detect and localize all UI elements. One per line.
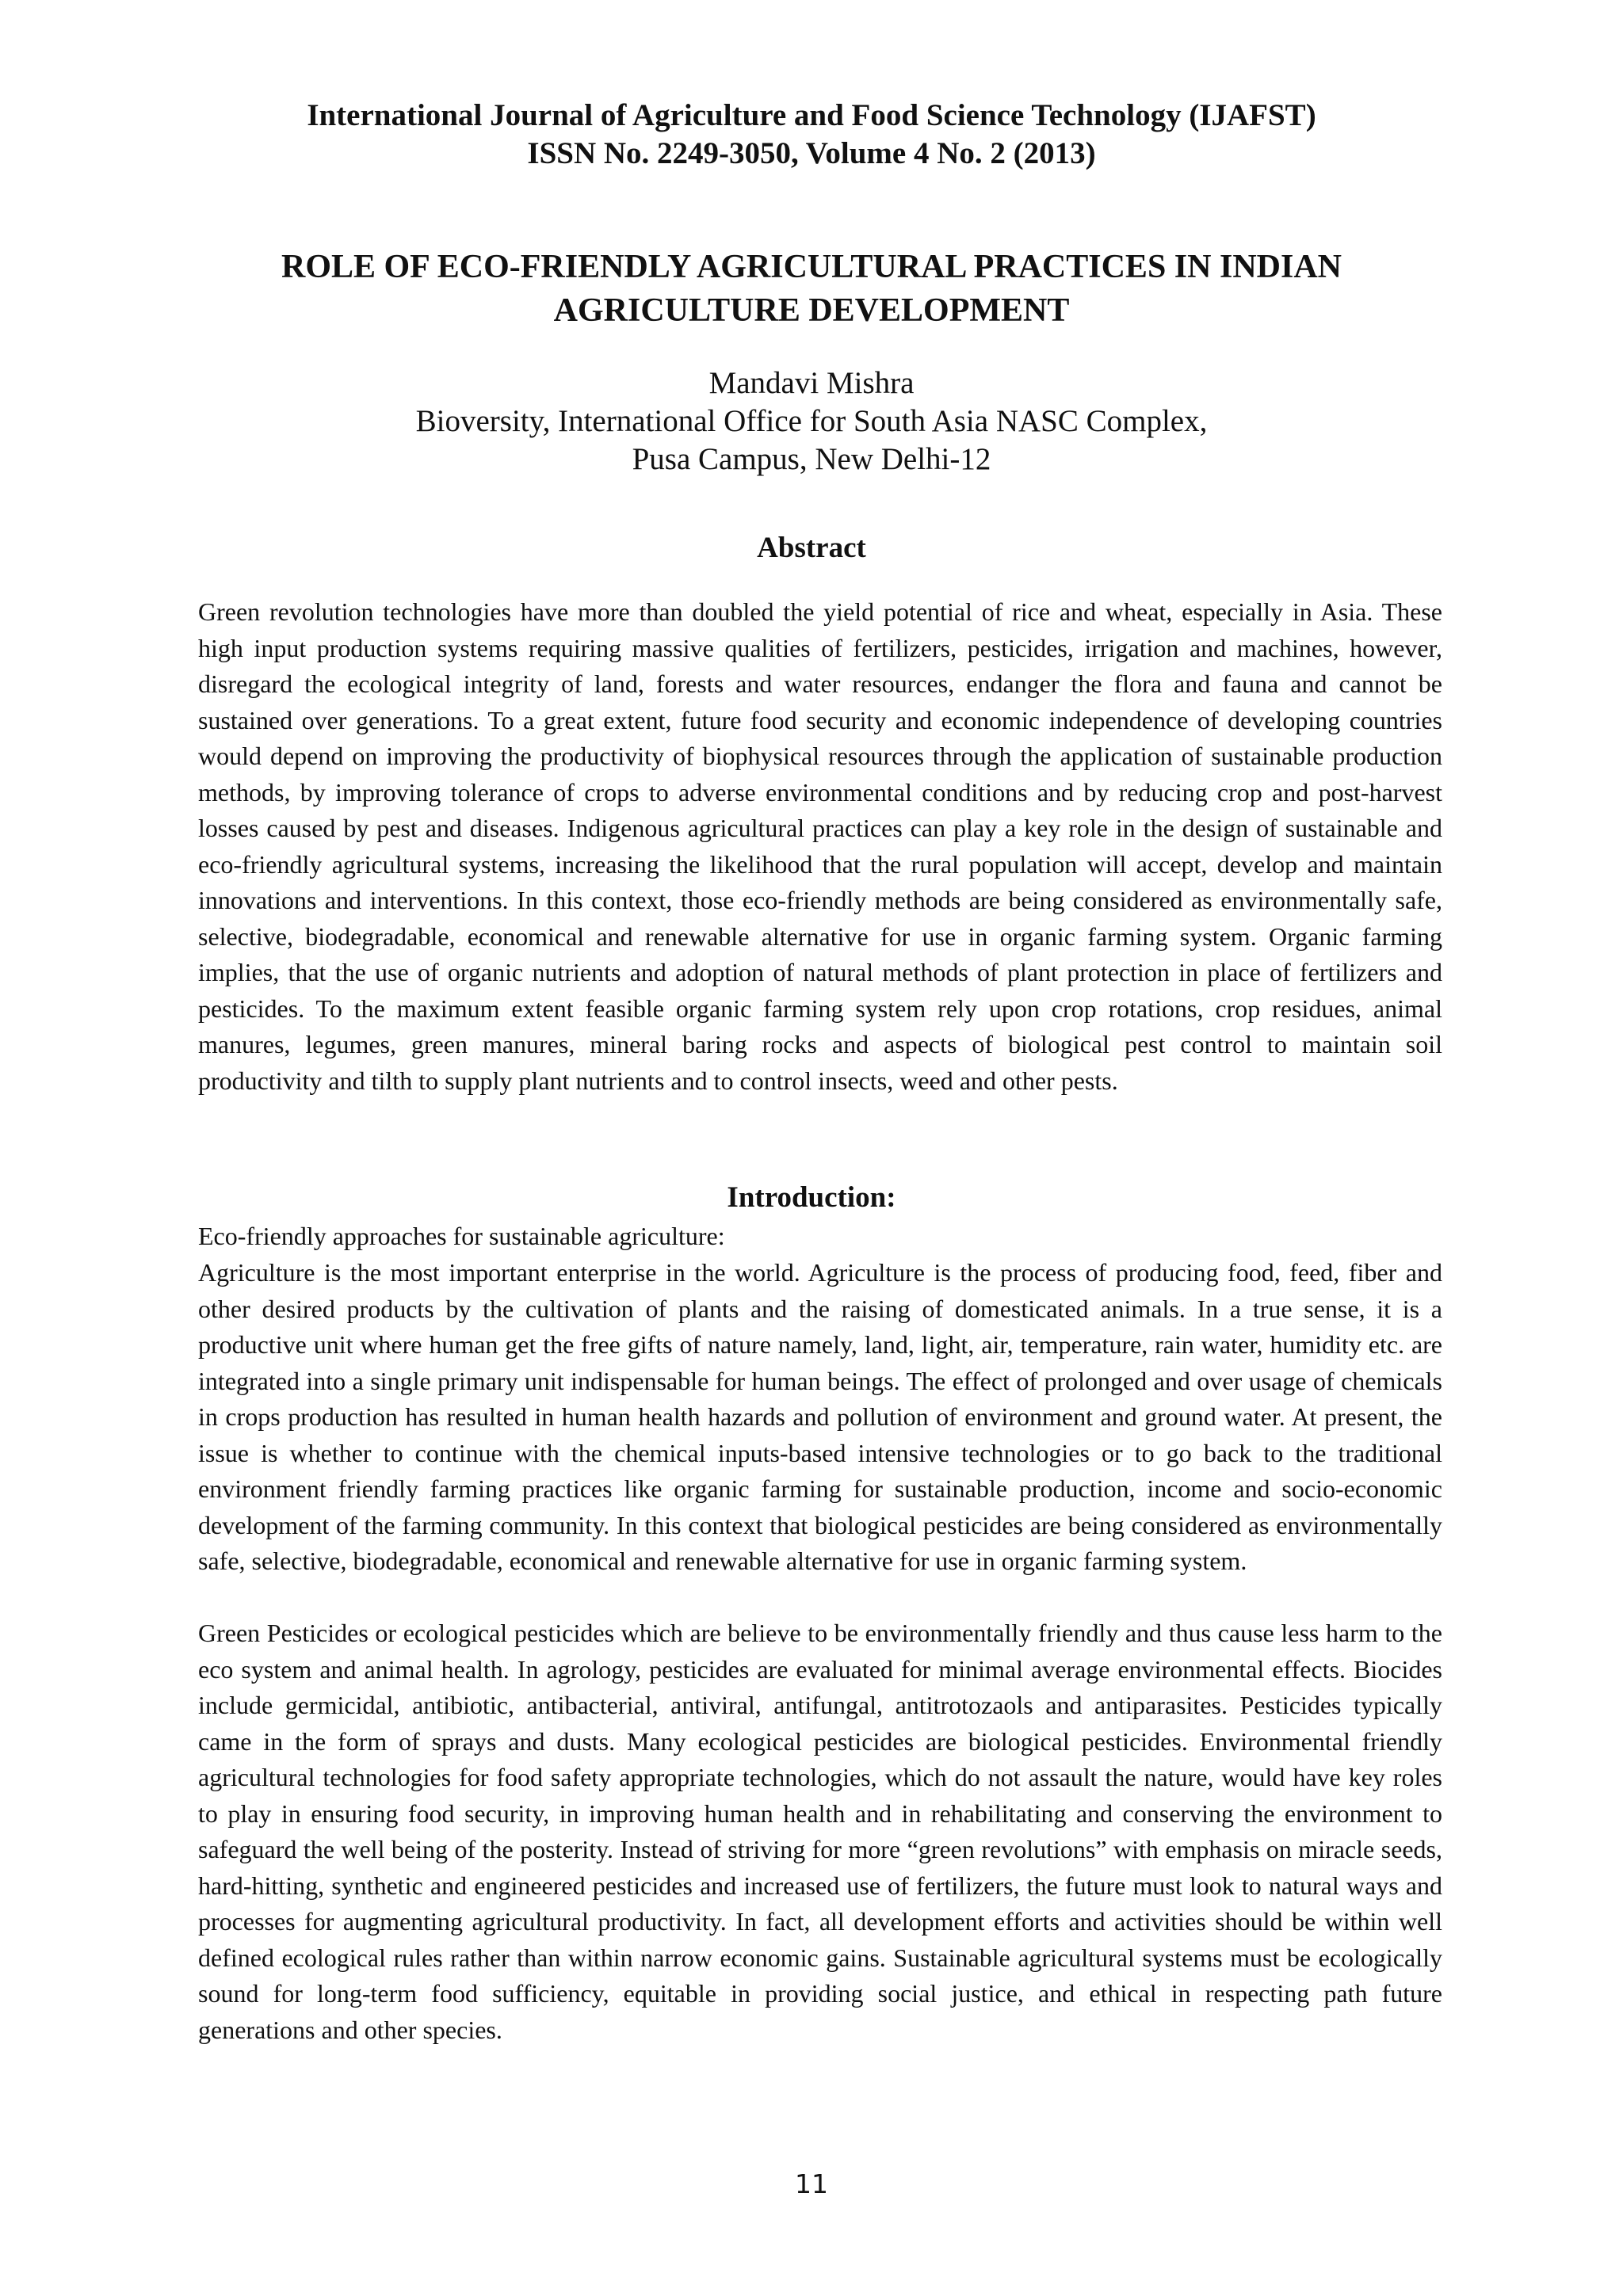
introduction-paragraph-1: Agriculture is the most important enterprise in the world. Agriculture is the process of producing food, feed, fiber and other desired products by the cultivation of plants and the raising of domesticated animals. In a true sense, it is a productive unit where human get the free gifts of nature namely, land, light, air, temperature, rain water, humidity etc. are integrated into a single primary unit indispensable for human beings. The effect of prolonged and over usage of chemicals in crops production has resulted in human health hazards and pollution of environment and ground water. At present, the issue is whether to continue with the chemical inputs-based intensive technologies or to go back to the traditional environment friendly farming practices like organic farming for sustainable production, income and socio-economic development of the farming community. In this context that biological pesticides are being considered as environmentally safe, selective, biodegradable, economical and renewable alternative for use in organic farming system. (198, 1258, 1442, 1575)
paper-title-line-2: AGRICULTURE DEVELOPMENT (553, 292, 1070, 329)
journal-issn: ISSN No. 2249-3050, Volume 4 No. 2 (2013) (527, 136, 1096, 170)
page-number: 11 (795, 2168, 828, 2199)
author-affiliation-line-2: Pusa Campus, New Delhi-12 (632, 442, 991, 476)
paper-title-line-1: ROLE OF ECO-FRIENDLY AGRICULTURAL PRACTICES IN INDIAN (281, 249, 1342, 285)
introduction-paragraph-2: Green Pesticides or ecological pesticides which are believe to be environmentally friendly and thus cause less harm to the eco system and animal health. In agrology, pesticides are evaluated for minimal average environmental effects. Biocides include germicidal, antibiotic, antibacterial, antiviral, antifungal, antitrotozaols and antiparasites. Pesticides typically came in the form of sprays and dusts. Many ecological pesticides are biological pesticides. Environmental friendly agricultural technologies for food safety appropriate technologies, which do not assault the nature, would have key roles to play in ensuring food security, in improving human health and in rehabilitating and conserving the environment to safeguard the well being of the posterity. Instead of striving for more “green revolutions” with emphasis on miracle seeds, hard-hitting, synthetic and engineered pesticides and increased use of fertilizers, the future must look to natural ways and processes for augmenting agricultural productivity. In fact, all development efforts and activities should be within well defined ecological rules rather than within narrow economic gains. Sustainable agricultural systems must be ecologically sound for long-term food sufficiency, equitable in providing social justice, and ethical in respecting path future generations and other species. (198, 1619, 1442, 2044)
author-name: Mandavi Mishra (708, 366, 915, 400)
introduction-heading: Introduction: (727, 1181, 896, 1214)
abstract-heading: Abstract (757, 532, 866, 564)
journal-header (0, 97, 1623, 173)
author-affiliation-line-1: Bioversity, International Office for South Asia NASC Complex, (415, 404, 1208, 438)
paper-title (0, 246, 1623, 333)
author-block (0, 364, 1623, 479)
introduction-subtitle: Eco-friendly approaches for sustainable agriculture: (198, 1222, 725, 1250)
journal-name: International Journal of Agriculture and Food Science Technology (IJAFST) (307, 98, 1316, 132)
abstract-text: Green revolution technologies have more than doubled the yield potential of rice and wheat, especially in Asia. These high input production systems requiring massive qualities of fertilizers, pesticides, irrigation and machines, however, disregard the ecological integrity of land, forests and water resources, endanger the flora and fauna and cannot be sustained over generations. To a great extent, future food security and economic independence of developing countries would depend on improving the productivity of biophysical resources through the application of sustainable production methods, by improving tolerance of crops to adverse environmental conditions and by reducing crop and post-harvest losses caused by pest and diseases. Indigenous agricultural practices can play a key role in the design of sustainable and eco-friendly agricultural systems, increasing the likelihood that the rural population will accept, develop and maintain innovations and interventions. In this context, those eco-friendly methods are being considered as environmentally safe, selective, biodegradable, economical and renewable alternative for use in organic farming system. Organic farming implies, that the use of organic nutrients and adoption of natural methods of plant protection in place of fertilizers and pesticides. To the maximum extent feasible organic farming system rely upon crop rotations, crop residues, animal manures, legumes, green manures, mineral baring rocks and aspects of biological pest control to maintain soil productivity and tilth to supply plant nutrients and to control insects, weed and other pests. (198, 597, 1442, 1095)
